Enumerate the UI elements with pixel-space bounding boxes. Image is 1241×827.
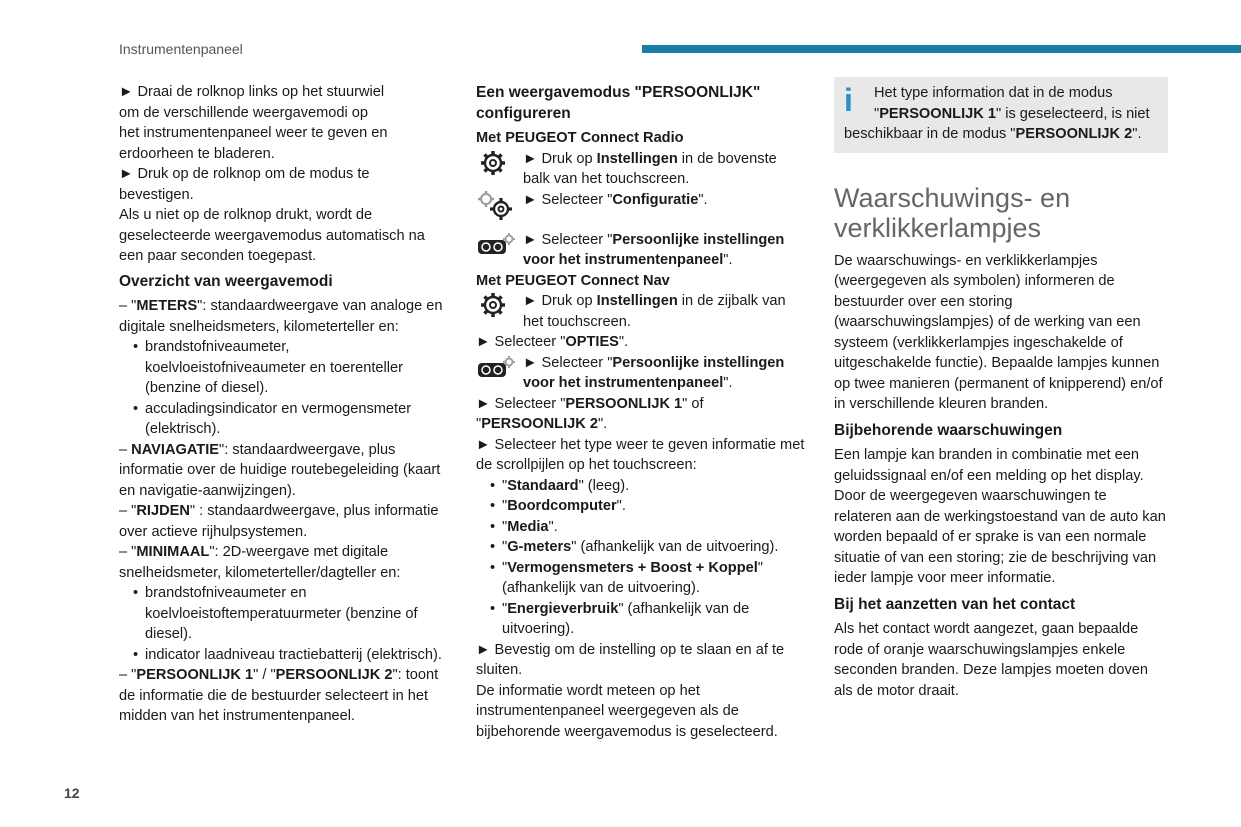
option: • "Standaard" (leeg). [476, 476, 806, 497]
line: Als u niet op de rolknop drukt, wordt de [119, 207, 373, 223]
step: ► Bevestig om de instelling op te slaan en af te sluiten. [476, 641, 785, 678]
section-heading: Een weergavemodus "PERSOONLIJK" configureren [476, 84, 761, 122]
paragraph: Als het contact wordt aangezet, gaan bepaalde rode of oranje waarschuwingslampjes enkele seconden branden. Deze lampjes moeten doven als de motor draait. [834, 621, 1148, 699]
instrument-panel-settings-icon [476, 232, 516, 258]
option: • "Boordcomputer". [476, 496, 806, 517]
bullet: • brandstofniveaumeter, koelvloeistofniveaumeter en toerenteller (benzine of diesel). [119, 337, 443, 399]
column-1 [119, 82, 443, 727]
bullet: • acculadingsindicator en vermogensmeter (elektrisch). [119, 399, 443, 440]
header-accent-bar [642, 45, 1241, 53]
line: erdoorheen te bladeren. [119, 145, 275, 162]
line: geselecteerde weergavemodus automatisch na [119, 227, 425, 244]
line: ► Draai de rolknop links op het stuurwiel [119, 84, 385, 100]
chapter-title: Waarschuwings- en verklikkerlampjes [834, 182, 1071, 243]
bullet: • indicator laadniveau tractiebatterij (elektrisch). [119, 645, 443, 666]
paragraph: Een lampje kan branden in combinatie met een geluidssignaal en/of een melding op het display. Door de weergegeven waarschuwingen te relateren aan de werkingstoestand van de auto kan worden bepaald of er sprake is van een normale situatie of van een storing; zie de beschrijving van ieder lampje voor meer informatie. [834, 447, 1166, 586]
step: ► Druk op Instellingen in de zijbalk van het touchscreen. [476, 291, 806, 332]
option: • "G-meters" (afhankelijk van de uitvoering). [476, 537, 806, 558]
subheading: Bijbehorende waarschuwingen [834, 421, 1063, 439]
step: ► Selecteer het type weer te geven informatie met de scrollpijlen op het touchscreen: [476, 436, 805, 473]
settings-gear-icon [479, 149, 507, 177]
option: • "Energieverbruik" (afhankelijk van de uitvoering). [476, 599, 806, 640]
line: ► Druk op de rolknop om de modus te [119, 166, 370, 182]
line: om de verschillende weergavemodi op [119, 104, 369, 121]
mode-persoonlijk: – "PERSOONLIJK 1" / "PERSOONLIJK 2": toont de informatie die de bestuurder selecteert in het midden van het instrumentenpaneel. [119, 667, 439, 724]
running-header: Instrumentenpaneel [119, 41, 243, 57]
paragraph: De waarschuwings- en verklikkerlampjes (weergegeven als symbolen) informeren de bestuurder over een storing (waarschuwingslampjes) of de werking van een systeem (verklikkerlampjes ingeschakelde of uitgeschakelde functie). Bepaalde lampjes kunnen op twee manieren (permanent of knipperend) en/of in verschillende kleuren branden. [834, 252, 1163, 412]
info-icon: i [844, 82, 853, 118]
section-heading: Overzicht van weergavemodi [119, 272, 333, 290]
subheading: Bij het aanzetten van het contact [834, 595, 1076, 613]
line: een paar seconden toegepast. [119, 248, 317, 264]
column-2 [476, 82, 806, 742]
mode-navigatie: – NAVIAGATIE": standaardweergave, plus informatie over de huidige routebegeleiding (kaart en navigatie-aanwijzingen). [119, 441, 441, 499]
bullet: • brandstofniveaumeter en koelvloeistoftemperatuurmeter (benzine of diesel). [119, 583, 443, 645]
option: • "Media". [476, 517, 806, 538]
step: ► Selecteer "Persoonlijke instellingen voor het instrumentenpaneel". [476, 230, 806, 271]
mode-rijden: – "RIJDEN" : standaardweergave, plus informatie over actieve rijhulpsystemen. [119, 503, 439, 540]
step: ► Selecteer "PERSOONLIJK 1" of "PERSOONLIJK 2". [476, 395, 704, 432]
column-3 [834, 82, 1168, 701]
step: ► Druk op Instellingen in de bovenste balk van het touchscreen. [476, 149, 806, 190]
step: ► Selecteer "Persoonlijke instellingen voor het instrumentenpaneel". [476, 353, 806, 394]
instrument-panel-settings-icon [476, 355, 516, 381]
step: ► Selecteer "Configuratie". [476, 190, 806, 230]
line: het instrumentenpaneel weer te geven en [119, 125, 388, 141]
paragraph: De informatie wordt meteen op het instrumentenpaneel weergegeven als de bijbehorende weergavemodus is geselecteerd. [476, 682, 778, 740]
mode-meters: – "METERS": standaardweergave van analoge en digitale snelheidsmeters, kilometerteller en: [119, 298, 443, 335]
line: bevestigen. [119, 186, 194, 203]
page-number: 12 [64, 785, 80, 801]
mode-minimaal: – "MINIMAAL": 2D-weergave met digitale snelheidsmeter, kilometerteller/dagteller en: [119, 544, 401, 581]
radio-title: Met PEUGEOT Connect Radio [476, 130, 684, 146]
step: ► Selecteer "OPTIES". [476, 334, 629, 350]
option: • "Vermogensmeters + Boost + Koppel" (afhankelijk van de uitvoering). [476, 558, 806, 599]
info-box: i Het type information dat in de modus "PERSOONLIJK 1" is geselecteerd, is niet beschikbaar in de modus "PERSOONLIJK 2". [834, 77, 1168, 153]
configuration-gears-icon [476, 189, 516, 223]
settings-gear-icon [479, 291, 507, 319]
nav-title: Met PEUGEOT Connect Nav [476, 272, 670, 289]
